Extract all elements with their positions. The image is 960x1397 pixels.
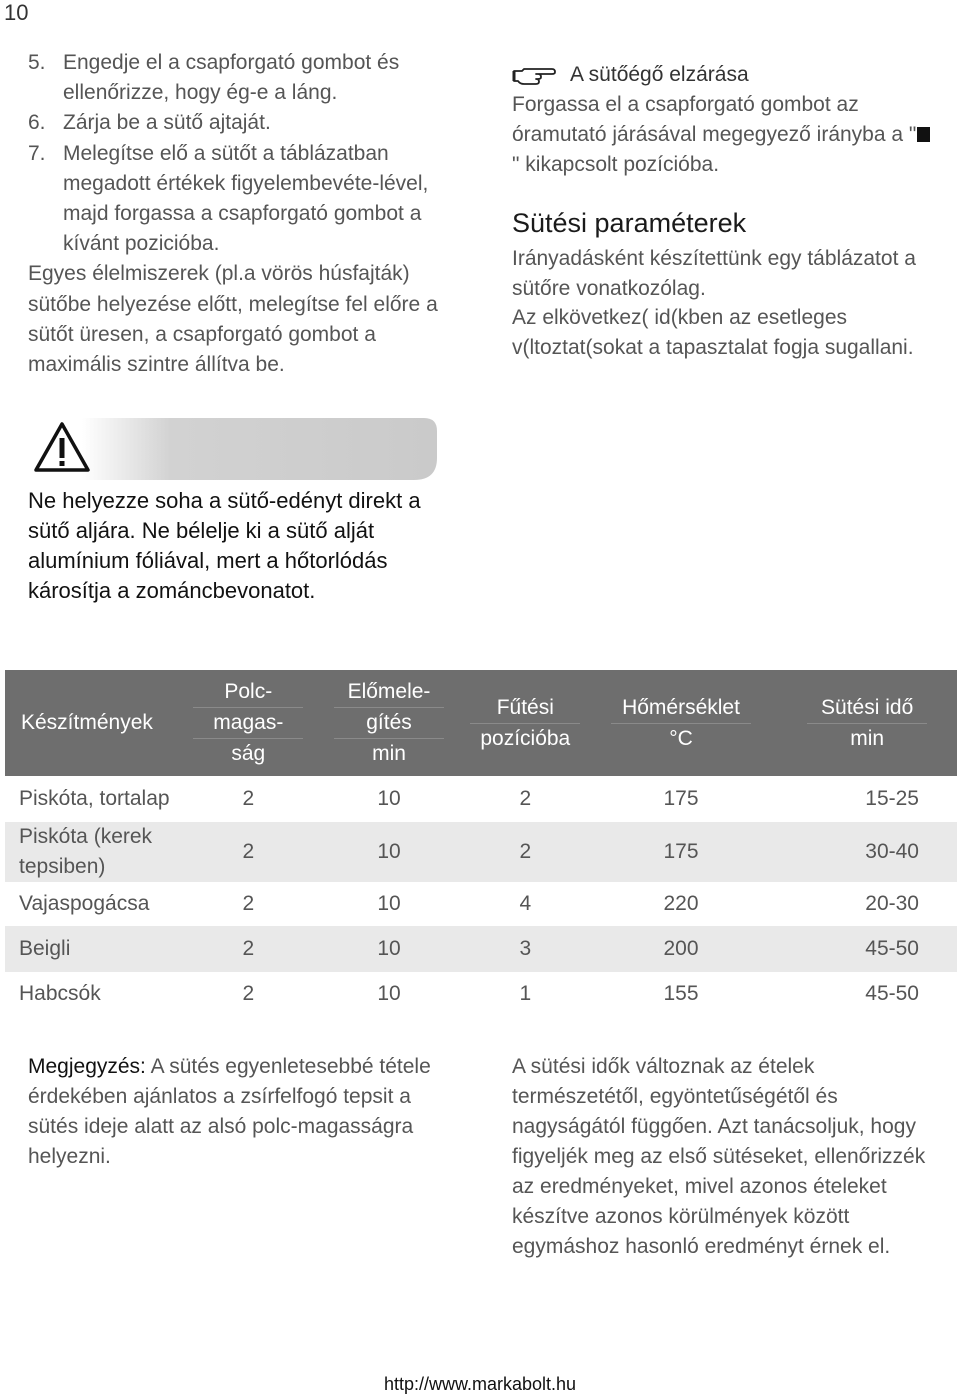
table-row (5, 776, 957, 822)
right-section (512, 60, 932, 362)
cell-product: Vajaspogácsa (19, 892, 150, 915)
header-line: Hőmérséklet (611, 693, 751, 724)
baking-params-heading: Sütési paraméterek (512, 208, 747, 238)
cell-preheat: 10 (377, 982, 401, 1005)
header-line: Előmele- (334, 677, 444, 708)
col-header-temp (585, 670, 778, 776)
list-item (28, 48, 468, 108)
col-header-product: Készítmények (21, 711, 153, 734)
pointing-hand-icon (512, 63, 556, 87)
cell-temp: 175 (663, 787, 699, 810)
header-line: °C (669, 726, 693, 750)
cell-time: 45-50 (865, 982, 919, 1005)
cell-shelf: 2 (242, 937, 255, 960)
table-row (5, 882, 957, 926)
cell-shelf: 2 (242, 982, 255, 1005)
cell-heating: 4 (519, 892, 532, 915)
note-label: Megjegyzés: (28, 1055, 146, 1078)
cell-product: Beigli (19, 937, 71, 960)
header-line: Polc- (193, 677, 303, 708)
warning-text: Ne helyezze soha a sütő-edényt direkt a sütő aljára. Ne bélelje ki a sütő alját alumínium fóliával, mert a hőtorlódás károsítja a zománcbevonatot. (28, 488, 421, 603)
step-text: Melegítse elő a sütőt a táblázatban megadott értékek figyelembevéte-lével, majd forgassa a csapforgató gombot a kívánt pozicióba. (63, 141, 429, 256)
warning-triangle-icon (36, 424, 88, 470)
list-item (28, 108, 468, 138)
baking-table (5, 670, 957, 1016)
cell-temp: 175 (663, 840, 699, 863)
section-title (512, 60, 932, 90)
col-header-shelf (185, 670, 313, 776)
shutoff-text-end: " kikapcsolt pozícióba. (512, 153, 720, 176)
step-number: 7. (28, 141, 46, 165)
shutoff-paragraph (512, 90, 932, 180)
cell-shelf: 2 (242, 892, 255, 915)
cell-heating: 3 (519, 937, 532, 960)
note-paragraph (28, 1052, 458, 1172)
cell-product: Piskóta, tortalap (19, 787, 170, 810)
off-position-icon (917, 127, 930, 142)
title-text: A sütőégő elzárása (570, 63, 749, 86)
header-line: gítés (334, 708, 444, 739)
cell-preheat: 10 (377, 937, 401, 960)
timing-note: A sütési idők változnak az ételek természetétől, egyöntetűségétől és nagyságától függően. Azt tanácsoljuk, hogy figyeljék meg az első sütéseket, ellenőrizzék az eredményeket, mivel azonos ételeket készítve azonos körülmények között egymáshoz hasonló eredményt érnek el. (512, 1055, 926, 1258)
cell-heating: 2 (519, 787, 532, 810)
cell-time: 15-25 (865, 787, 919, 810)
step-text: Zárja be a sütő ajtaját. (63, 111, 271, 135)
cell-preheat: 10 (377, 787, 401, 810)
cell-temp: 155 (663, 982, 699, 1005)
list-item (28, 139, 468, 260)
cell-heating: 1 (519, 982, 532, 1005)
header-line: magas- (193, 708, 303, 739)
cell-shelf: 2 (242, 787, 255, 810)
header-line: min (372, 742, 406, 765)
footer-url[interactable]: http://www.markabolt.hu (383, 1374, 577, 1394)
header-line: Fűtési (470, 693, 580, 724)
header-line: min (850, 726, 885, 750)
cell-product: Habcsók (19, 982, 101, 1005)
params-paragraph-2: Az elkövetkez( id(kben az esetleges v(ltoztat(sokat a tapasztalat fogja sugallani. (512, 306, 914, 359)
cell-temp: 220 (663, 892, 699, 915)
cell-preheat: 10 (377, 840, 401, 863)
left-instructions (28, 48, 468, 380)
cell-time: 20-30 (865, 892, 919, 915)
step-number: 6. (28, 111, 46, 135)
col-header-heating (466, 670, 585, 776)
col-header-preheat (312, 670, 466, 776)
params-paragraph-1: Irányadásként készítettünk egy táblázatot a sütőre vonatkozólag. (512, 247, 916, 300)
cell-time: 45-50 (865, 937, 919, 960)
table-header-row (5, 670, 957, 776)
step-number: 5. (28, 51, 46, 74)
col-header-time (777, 670, 957, 776)
step-list (28, 48, 468, 259)
header-line: Sütési idő (807, 693, 927, 724)
page-number: 10 (4, 0, 29, 25)
header-line: pozícióba (480, 726, 571, 750)
cell-temp: 200 (663, 937, 699, 960)
cell-shelf: 2 (242, 840, 255, 863)
warning-banner (22, 418, 437, 480)
cell-preheat: 10 (377, 892, 401, 915)
cell-product: Piskóta (kerek tepsiben) (19, 825, 153, 878)
table-row (5, 926, 957, 972)
table-row (5, 972, 957, 1016)
header-line: ság (231, 742, 266, 765)
preheat-paragraph: Egyes élelmiszerek (pl.a vörös húsfajták) sütőbe helyezése előtt, melegítse fel előre a sütőt üresen, a csapforgató gombot a maximális szintre állítva be. (28, 262, 438, 377)
cell-time: 30-40 (865, 840, 919, 863)
shutoff-text-start: Forgassa el a csapforgató gombot az óramutató járásával megegyező irányba a " (512, 93, 917, 146)
table-row (5, 822, 957, 882)
cell-heating: 2 (519, 840, 532, 863)
step-text: Engedje el a csapforgató gombot és ellenőrizze, hogy ég-e a láng. (63, 51, 400, 105)
note-text: A sütés egyenletesebbé tétele érdekében ajánlatos a zsírfelfogó tepsit a sütés ideje alatt az alsó polc-magasságra helyezni. (28, 1055, 431, 1168)
